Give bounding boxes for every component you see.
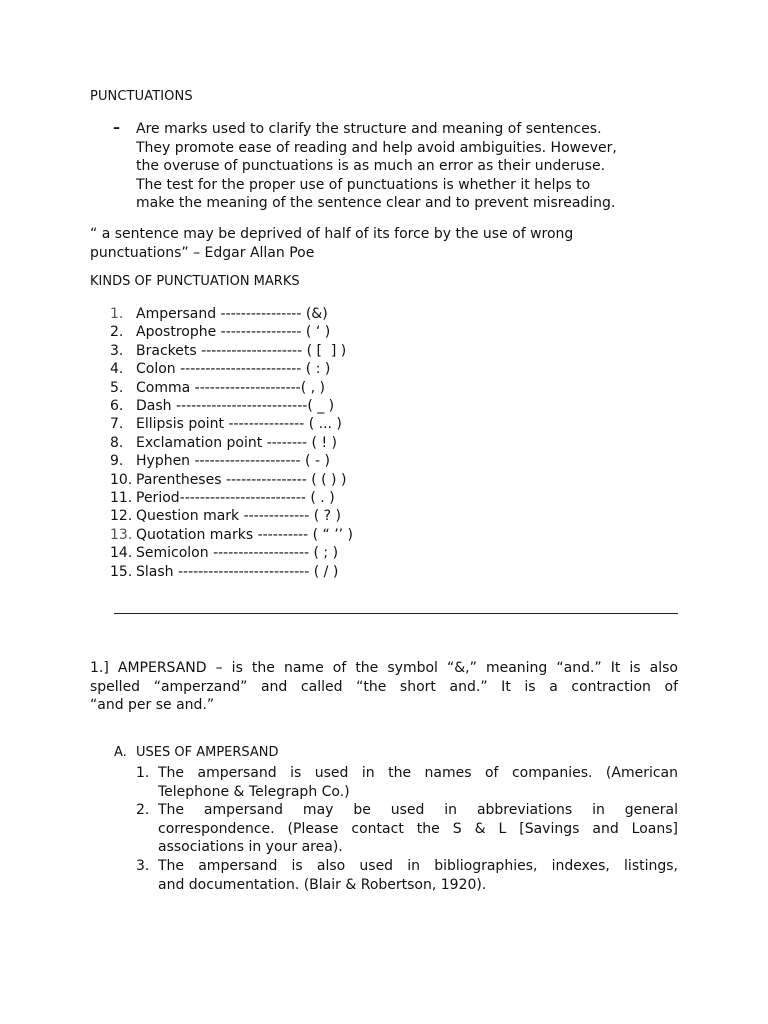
list-text: Question mark ------------- ( ? ) <box>136 508 341 525</box>
list-item <box>136 801 678 857</box>
list-item <box>110 323 353 341</box>
list-number: 6. <box>110 398 124 415</box>
list-number: 8. <box>110 434 124 451</box>
list-item <box>110 305 353 323</box>
list-number: 10. <box>110 471 133 488</box>
intro-bullet: – <box>113 120 120 136</box>
list-number: 1. <box>110 306 124 322</box>
intro-paragraph <box>136 120 696 213</box>
list-line: The ampersand may be used in abbreviations in general <box>158 802 678 819</box>
list-number: 7. <box>110 416 124 433</box>
intro-line: the overuse of punctuations is as much an error as their underuse. <box>136 158 606 175</box>
poe-quote <box>90 225 690 262</box>
list-number: 12. <box>110 508 133 525</box>
uses-heading-text: USES OF AMPERSAND <box>136 745 279 760</box>
document-title: PUNCTUATIONS <box>90 89 193 104</box>
horizontal-divider <box>114 613 678 614</box>
kinds-heading: KINDS OF PUNCTUATION MARKS <box>90 274 300 289</box>
list-number: 2. <box>110 324 124 341</box>
list-line: The ampersand is used in the names of companies. (American <box>158 765 678 781</box>
intro-line: make the meaning of the sentence clear and to prevent misreading. <box>136 195 616 212</box>
list-number: 14. <box>110 545 133 562</box>
intro-line: Are marks used to clarify the structure and meaning of sentences. <box>136 121 602 137</box>
intro-line: The test for the proper use of punctuations is whether it helps to <box>136 176 591 193</box>
list-text: Colon ------------------------ ( : ) <box>136 361 331 378</box>
list-number: 15. <box>110 563 133 580</box>
list-text: Apostrophe ---------------- ( ‘ ) <box>136 324 331 341</box>
list-number: 5. <box>110 379 124 396</box>
list-text: Slash -------------------------- ( / ) <box>136 563 339 580</box>
list-number: 4. <box>110 361 124 378</box>
definition-line: spelled “amperzand” and called “the short and.” It is a contraction of <box>90 678 678 695</box>
list-line: Telephone & Telegraph Co.) <box>158 783 350 800</box>
list-text: Semicolon ------------------- ( ; ) <box>136 545 339 562</box>
list-number: 1. <box>136 765 150 781</box>
list-item <box>110 563 353 581</box>
list-line: The ampersand is also used in bibliographies, indexes, listings, <box>158 857 678 874</box>
list-number: 2. <box>136 802 150 819</box>
list-item <box>110 471 353 489</box>
quote-line: punctuations” – Edgar Allan Poe <box>90 244 315 261</box>
list-text: Dash --------------------------( _ ) <box>136 398 335 415</box>
list-item <box>110 415 353 433</box>
list-item <box>110 507 353 525</box>
intro-line: They promote ease of reading and help avoid ambiguities. However, <box>136 139 617 156</box>
ampersand-uses-list <box>136 764 678 894</box>
punctuation-marks-list <box>110 305 353 581</box>
list-line: associations in your area). <box>158 839 343 856</box>
list-number: 13. <box>110 526 133 543</box>
list-line: and documentation. (Blair & Robertson, 1920). <box>158 876 487 893</box>
list-item <box>110 379 353 397</box>
list-item <box>110 452 353 470</box>
list-item <box>110 342 353 360</box>
list-text: Ellipsis point --------------- ( ... ) <box>136 416 342 433</box>
uses-heading-letter: A. <box>114 745 127 760</box>
quote-line: “ a sentence may be deprived of half of its force by the use of wrong <box>90 226 574 242</box>
list-item <box>136 857 678 894</box>
ampersand-definition <box>90 659 678 715</box>
list-text: Ampersand ---------------- (&) <box>136 306 328 322</box>
list-text: Exclamation point -------- ( ! ) <box>136 434 337 451</box>
list-text: Comma ---------------------( , ) <box>136 379 326 396</box>
list-text: Period------------------------- ( . ) <box>136 490 335 507</box>
list-number: 3. <box>110 342 124 359</box>
list-item <box>136 764 678 801</box>
definition-line: “and per se and.” <box>90 697 215 714</box>
list-text: Hyphen --------------------- ( - ) <box>136 453 330 470</box>
list-text: Quotation marks ---------- ( “ ’’ ) <box>136 526 354 543</box>
list-line: correspondence. (Please contact the S & L [Savings and Loans] <box>158 820 678 837</box>
list-number: 3. <box>136 857 150 874</box>
list-item <box>110 544 353 562</box>
list-number: 11. <box>110 490 133 507</box>
list-text: Parentheses ---------------- ( ( ) ) <box>136 471 347 488</box>
list-item <box>110 489 353 507</box>
list-item <box>110 397 353 415</box>
definition-line: 1.] AMPERSAND – is the name of the symbol “&,” meaning “and.” It is also <box>90 660 678 676</box>
list-item <box>110 526 353 544</box>
list-number: 9. <box>110 453 124 470</box>
list-text: Brackets -------------------- ( [ ] ) <box>136 342 347 359</box>
list-item <box>110 360 353 378</box>
list-item <box>110 434 353 452</box>
uses-heading <box>114 745 279 760</box>
